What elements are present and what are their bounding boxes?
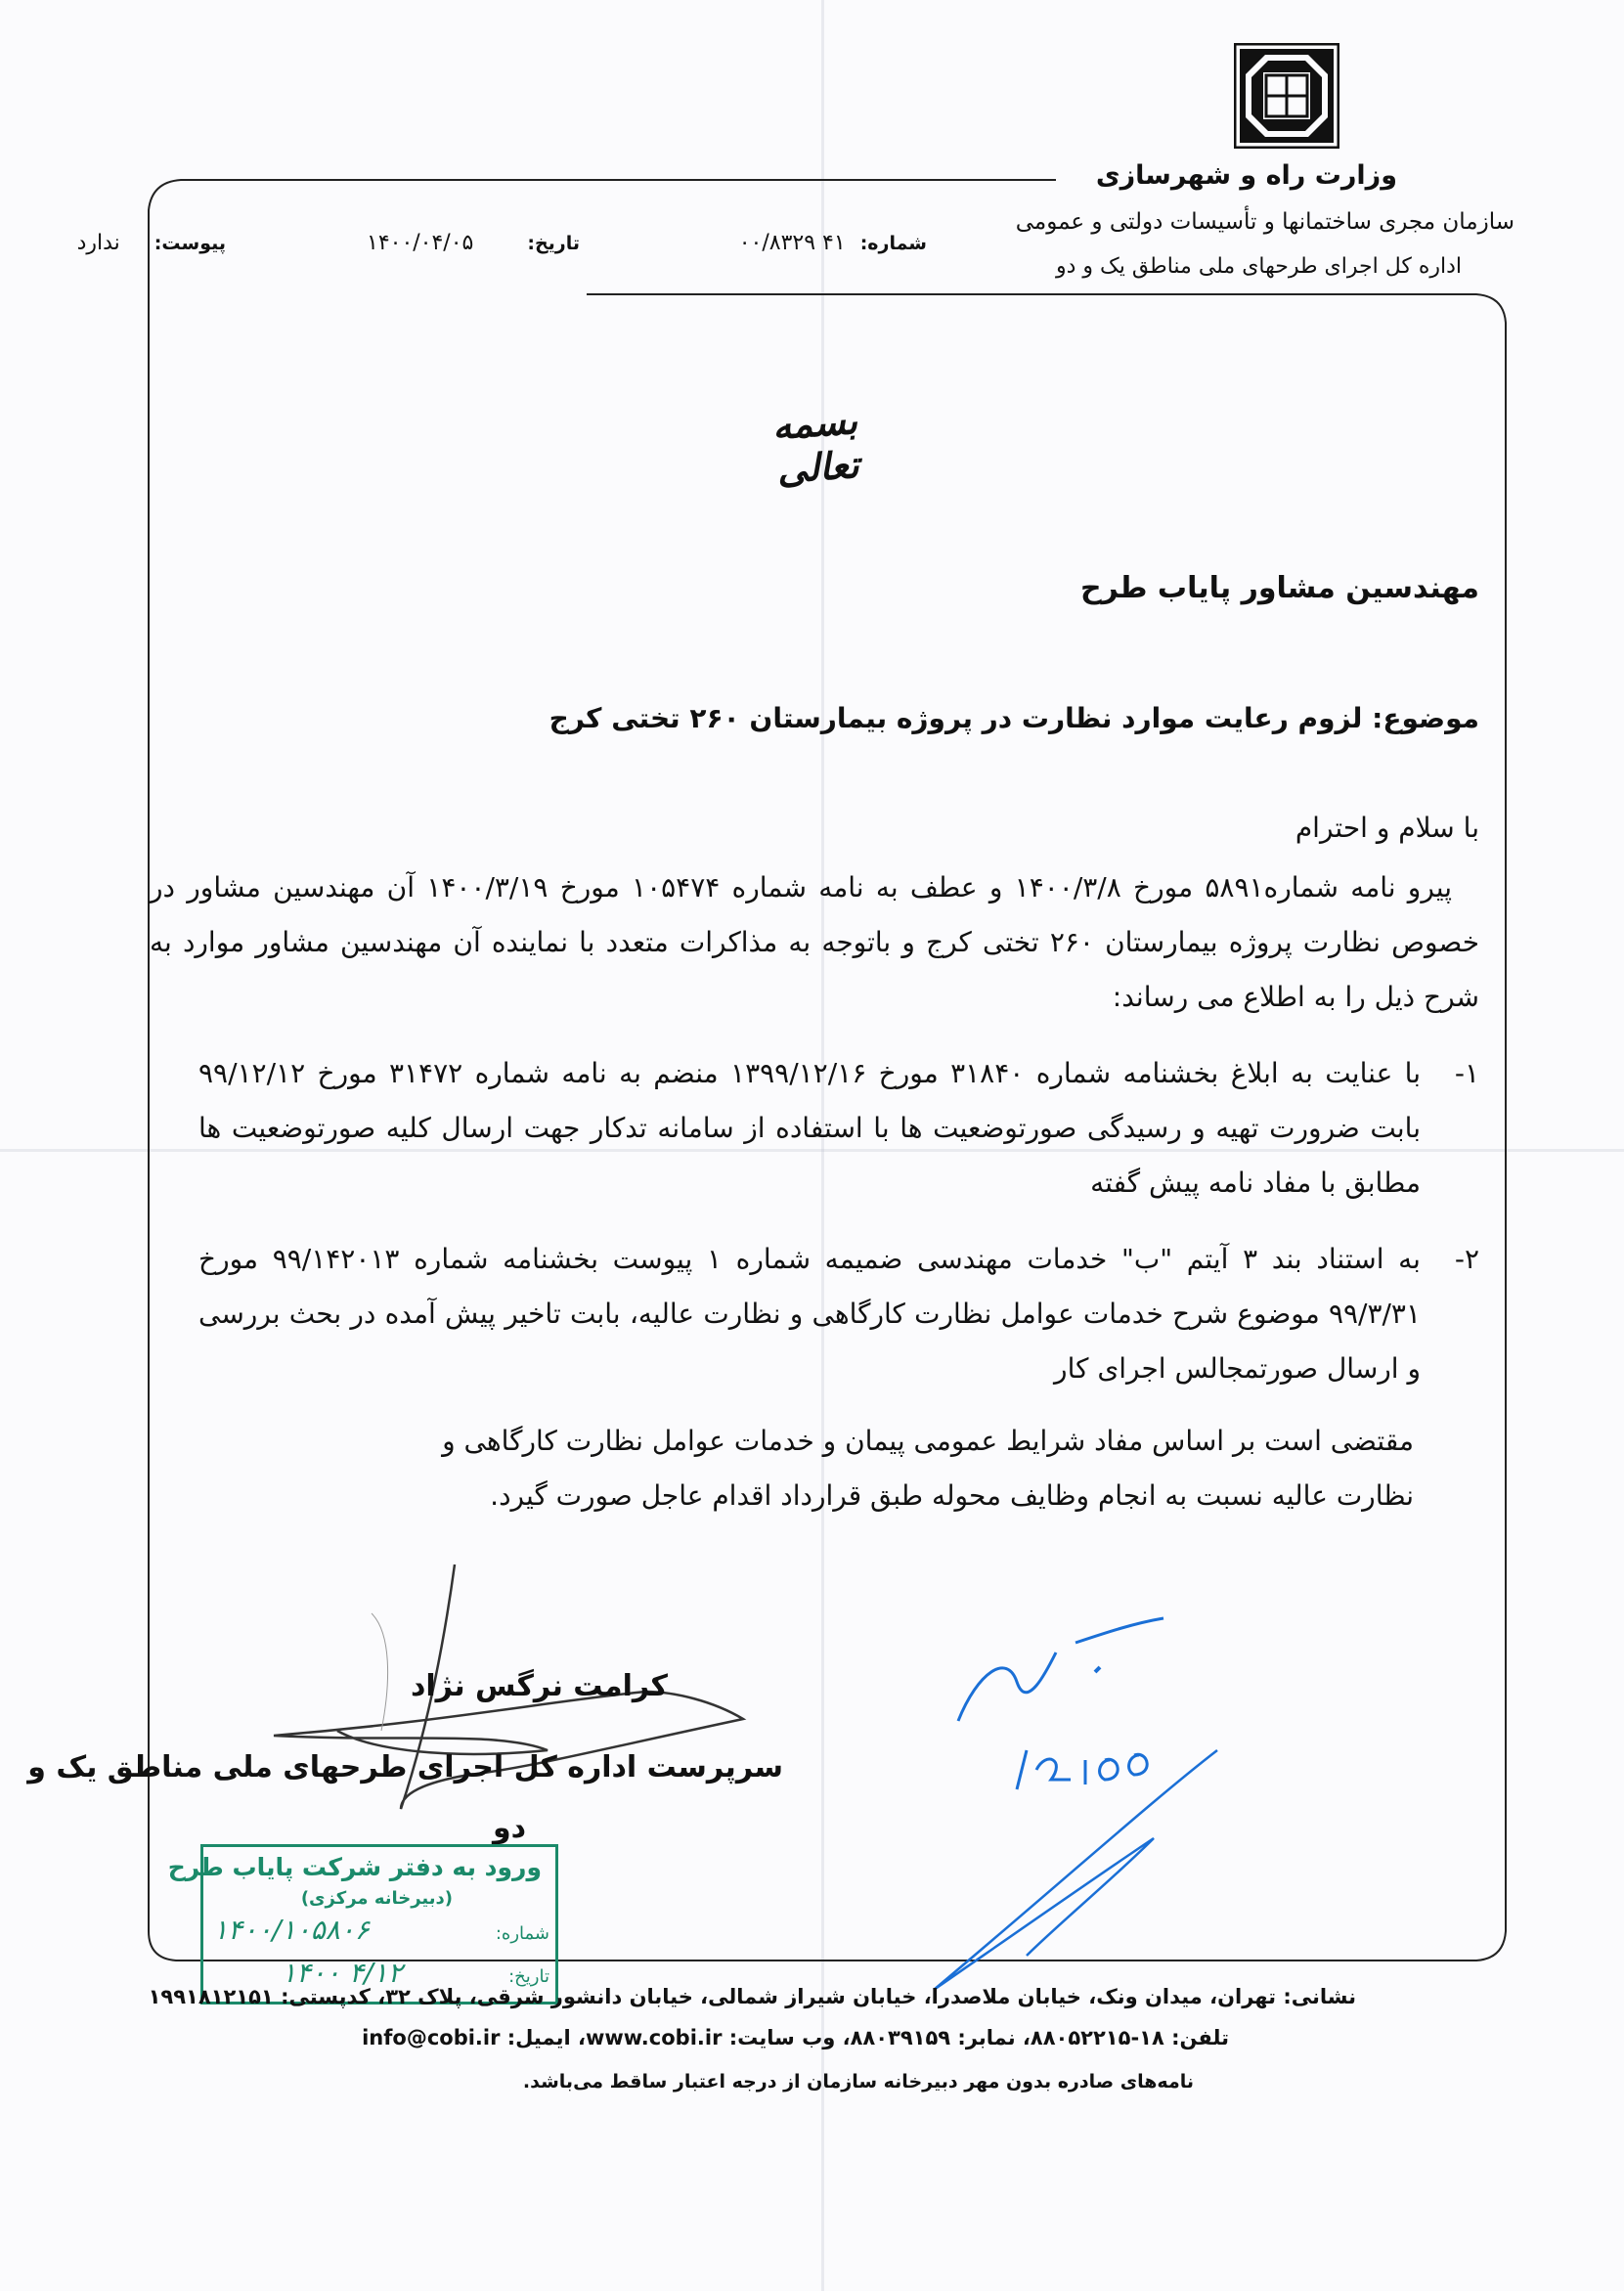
list-item-number: ۱- [1454,1057,1479,1089]
intro-paragraph: پیرو نامه شماره۵۸۹۱ مورخ ۱۴۰۰/۳/۸ و عطف به نامه شماره ۱۰۵۴۷۴ مورخ ۱۴۰۰/۳/۱۹ آن مهندسین مشاور در خصوص نظارت پروژه بیمارستان ۲۶۰ تختی کرج و باتوجه به مذاکرات متعدد با نماینده آن مهندسین مشاور موارد به شرح ذیل را به اطلاع می رساند: [150,871,1480,1013]
letter-attachment-value: ندارد [76,231,120,255]
letter-date [367,231,580,255]
closing-paragraph: مقتضی است بر اساس مفاد شرایط عمومی پیمان و خدمات عوامل نظارت کارگاهی و نظارت عالیه نسبت به انجام وظایف محوله طبق قرارداد اقدام عاجل صورت گیرد. [442,1425,1414,1512]
ministry-logo-icon [1234,43,1339,149]
stamp-title: ورود به دفتر شرکت پایاب طرح [167,1853,542,1881]
handwritten-stroke [919,1740,1232,1995]
letter-attachment [77,231,226,255]
ministry-name: وزارت راه و شهرسازی [1095,160,1397,191]
footer-notice: نامه‌های صادره بدون مهر دبیرخانه سازمان از درجه اعتبار ساقط می‌باشد. [522,2071,1194,2093]
stamp-date-label: تاریخ: [508,1966,549,1987]
organization-name: سازمان مجری ساختمانها و تأسیسات دولتی و عمومی [1015,209,1514,235]
list-item-text: با عنایت به ابلاغ بخشنامه شماره ۳۱۸۴۰ مورخ ۱۳۹۹/۱۲/۱۶ منضم به نامه شماره ۳۱۴۷۲ مورخ ۹۹/۱۲/۱۲ بابت ضرورت تهیه و رسیدگی صورتوضعیت ها با استفاده از سامانه تدکار جهت ارسال کلیه صورتوضعیت ها مطابق با مفاد نامه پیش گفته [198,1057,1421,1199]
footer-contact: تلفن: ۱۸-۸۸۰۵۲۲۱۵، نمابر: ۸۸۰۳۹۱۵۹، وب سایت: www.cobi.ir، ایمیل: info@cobi.ir [362,2026,1229,2049]
stamp-date-value: ۱۴۰۰ ۴/۱۲ [282,1957,403,1989]
list-item-text: به استناد بند ۳ آیتم "ب" خدمات مهندسی ضمیمه شماره ۱ پیوست بخشنامه شماره ۹۹/۱۴۲۰۱۳ مورخ ۹۹/۳/۳۱ موضوع شرح خدمات عوامل نظارت کارگاهی و نظارت عالیه، بابت تاخیر پیش آمده در بحث بررسی و ارسال صورتمجالس اجرای کار [198,1243,1421,1385]
list-item-number: ۲- [1454,1243,1479,1275]
signatory-name: کرامت نرگس نژاد [411,1669,668,1703]
subject-line: موضوع: لزوم رعایت موارد نظارت در پروژه بیمارستان ۲۶۰ تختی کرج [549,702,1479,734]
department-name: اداره کل اجرای طرحهای ملی مناطق یک و دو [1056,254,1462,279]
signatory-title-continued: دو [493,1811,527,1845]
signatory-title: سرپرست اداره کل اجرای طرحهای ملی مناطق یک و [27,1750,783,1784]
letter-number-label: شماره: [859,233,927,254]
letter-number-value: ۴۱ ۰۰/۸۳۲۹ [738,231,846,255]
addressee: مهندسین مشاور پایاب طرح [1079,571,1479,605]
letter-attachment-label: پیوست: [154,233,226,254]
bismillah: بسمه تعالی [770,398,860,492]
stamp-number-label: شماره: [495,1923,549,1944]
footer-address: نشانی: تهران، میدان ونک، خیابان ملاصدرا، خیابان شیراز شمالی، خیابان دانشور شرقی، پلاک ۳۲، کدپستی: ۱۹۹۱۸۱۲۱۵۱ [148,1985,1356,2008]
letter-date-value: ۱۴۰۰/۰۴/۰۵ [367,231,474,255]
letter-date-label: تاریخ: [527,233,580,254]
stamp-subtitle: (دبیرخانه مرکزی) [300,1888,453,1909]
stamp-number-value: ۱۴۰۰/۱۰۵۸۰۶ [213,1914,370,1946]
letter-number [739,231,927,255]
receipt-stamp [167,1844,558,2005]
greeting: با سلام و احترام [1295,812,1479,844]
